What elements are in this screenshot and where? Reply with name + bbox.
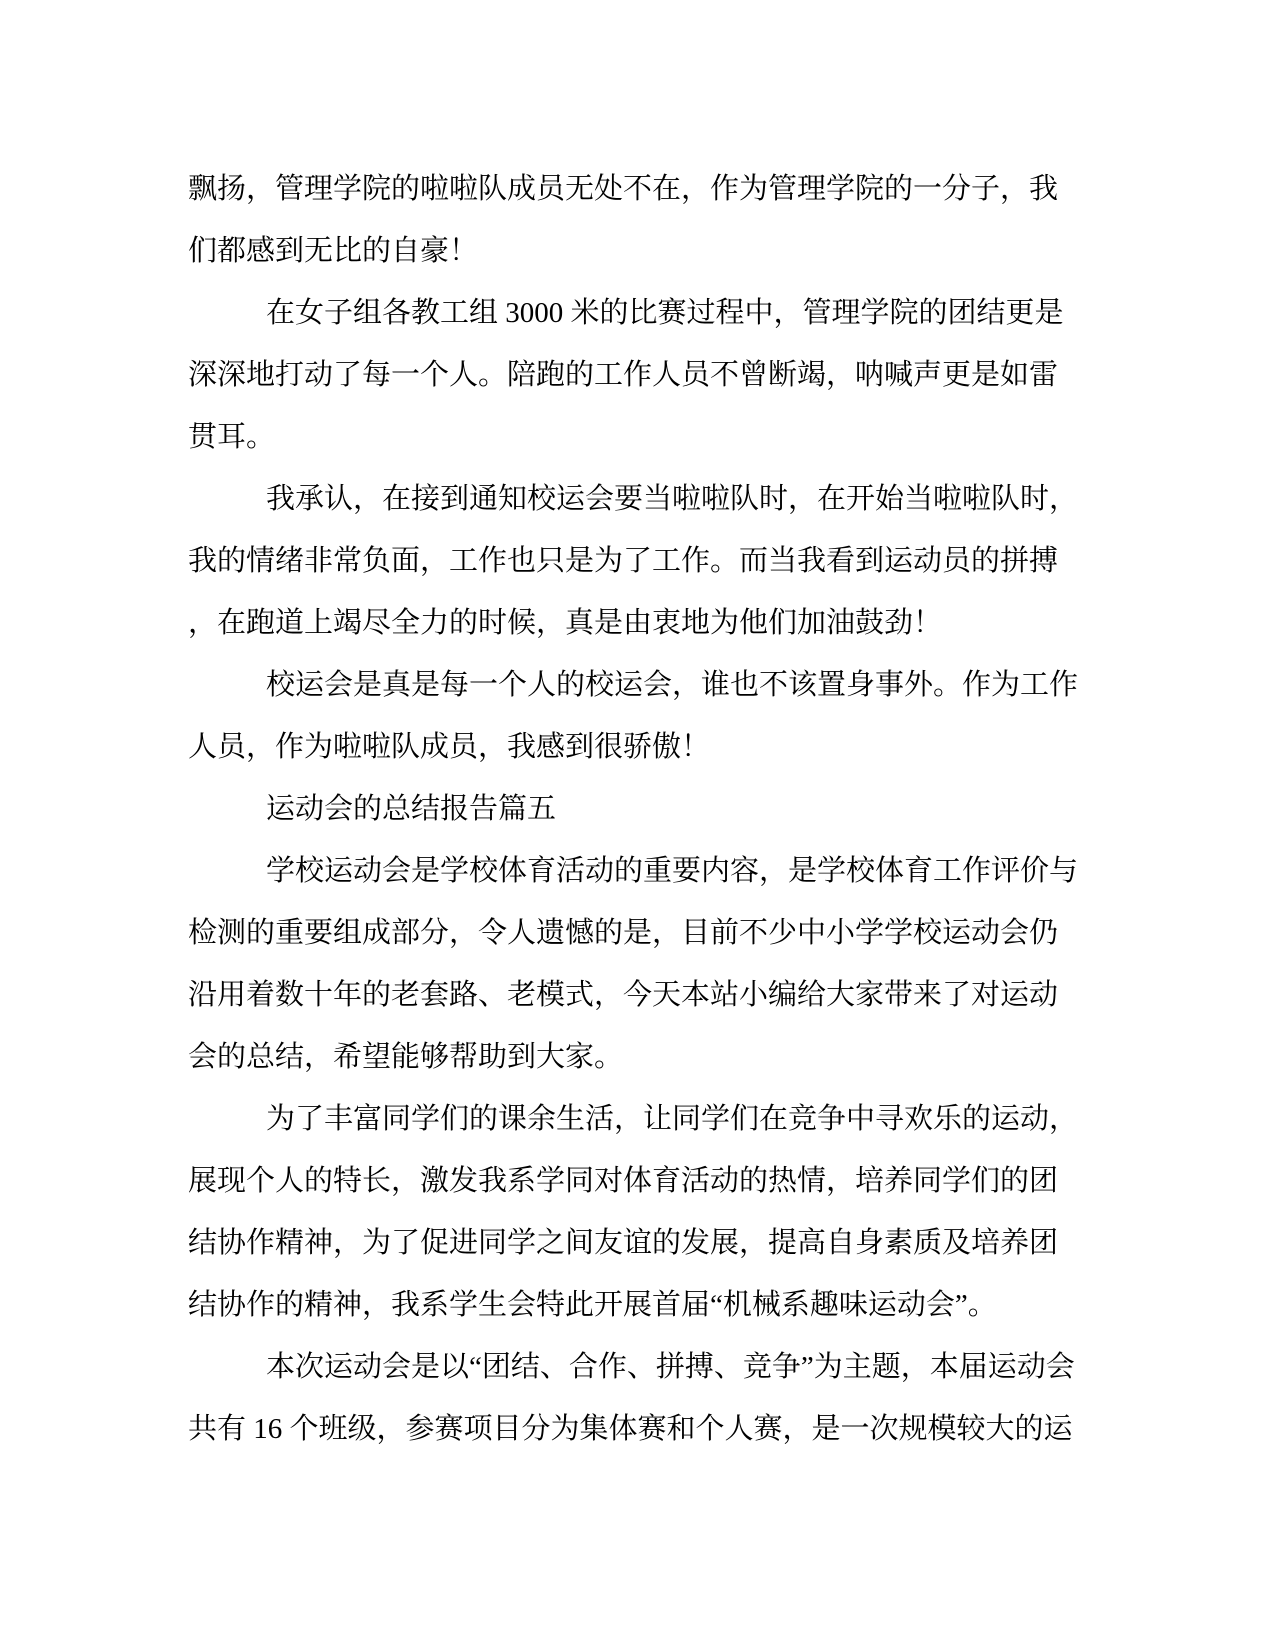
section-heading-line: 运动会的总结报告篇五 [266, 793, 557, 825]
text-line: 为了丰富同学们的课余生活，让同学们在竞争中寻欢乐的运动， [266, 1103, 1079, 1135]
text-line: 贯耳。 [188, 421, 276, 453]
text-line: 们都感到无比的自豪！ [188, 235, 479, 267]
text-line: 深深地打动了每一个人。陪跑的工作人员不曾断竭，呐喊声更是如雷 [188, 359, 1059, 391]
text-line: 本次运动会是以“团结、合作、拼搏、竞争”为主题，本届运动会 [266, 1351, 1075, 1383]
text-line: ，在跑道上竭尽全力的时候，真是由衷地为他们加油鼓劲！ [188, 607, 943, 639]
text-line: 学校运动会是学校体育活动的重要内容，是学校体育工作评价与 [266, 855, 1079, 887]
text-line: 人员，作为啦啦队成员，我感到很骄傲！ [188, 731, 711, 763]
text-line: 共有 16 个班级，参赛项目分为集体赛和个人赛，是一次规模较大的运 [188, 1413, 1073, 1445]
text-line: 在女子组各教工组 3000 米的比赛过程中，管理学院的团结更是 [266, 297, 1064, 329]
text-line: 校运会是真是每一个人的校运会，谁也不该置身事外。作为工作 [266, 669, 1079, 701]
text-line: 展现个人的特长，激发我系学同对体育活动的热情，培养同学们的团 [188, 1165, 1059, 1197]
document-body [188, 158, 1079, 1460]
text-line: 检测的重要组成部分，令人遗憾的是，目前不少中小学学校运动会仍 [188, 917, 1059, 949]
text-line: 我承认，在接到通知校运会要当啦啦队时，在开始当啦啦队时， [266, 483, 1079, 515]
text-line: 我的情绪非常负面，工作也只是为了工作。而当我看到运动员的拼搏 [188, 545, 1059, 577]
text-line: 会的总结，希望能够帮助到大家。 [188, 1041, 624, 1073]
text-line: 飘扬，管理学院的啦啦队成员无处不在，作为管理学院的一分子，我 [188, 173, 1059, 205]
text-line: 沿用着数十年的老套路、老模式，今天本站小编给大家带来了对运动 [188, 979, 1059, 1011]
text-line: 结协作的精神，我系学生会特此开展首届“机械系趣味运动会”。 [188, 1289, 997, 1321]
text-line: 结协作精神，为了促进同学之间友谊的发展，提高自身素质及培养团 [188, 1227, 1059, 1259]
